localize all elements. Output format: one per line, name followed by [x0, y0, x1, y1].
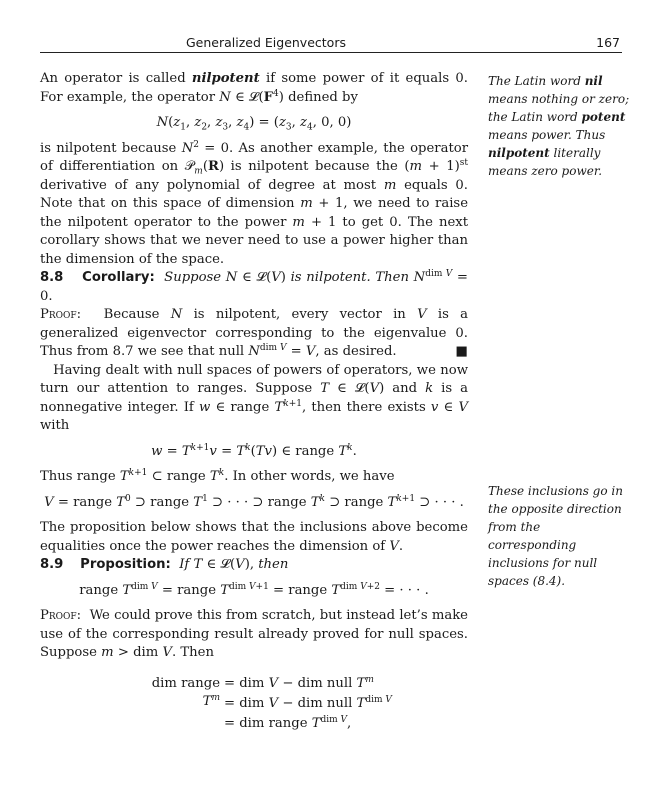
equation-stable-range: range $T^{dim V}$ = range $T^{dim V+1}$ = range $T^{dim V+2}$ = · · · .	[79, 581, 429, 598]
proof-label: Proof:	[40, 307, 82, 322]
main-text	[40, 70, 468, 735]
corollary-label: Corollary:	[82, 270, 155, 285]
proof-label-2: Proof:	[40, 608, 82, 623]
paragraph-nilpotent-examples: is nilpotent because $N^2 = 0$. As another example, the operator of differentiation on 𝒫$_m$(R) is nilpotent because the $(m + 1)^{st}$ derivative of any polynomial of degree at most m equals 0. Note that on this space of dimension m + 1, we need to raise the nilpotent operator to the power m + 1 to get 0. The next corollary shows that we never need to use a power higher than the dimension of the space.	[40, 139, 468, 267]
paragraph-ranges: Having dealt with null spaces of powers of operators, we now turn our attention to ranges. Suppose T ∈ 𝓛(V) and k is a nonnegative integer. If w ∈ range $T^{k+1}$, then there exists v ∈ V with	[40, 362, 468, 433]
equation-chain: V = range $T^0$ ⊃ range $T^1$ ⊃ · · · ⊃ range $T^k$ ⊃ range $T^{k+1}$ ⊃ · · · .	[44, 493, 464, 510]
corollary-8-8: 8.8 Corollary: Suppose N ∈ 𝓛(V) is nilpotent. Then $N^{dim V} = 0$.	[40, 269, 468, 304]
paragraph-equalities: The proposition below shows that the inclusions above become equalities once the power reaches the dimension of V.	[40, 520, 468, 554]
paragraph-inclusion: Thus range $T^{k+1}$ ⊂ range $T^k$. In other words, we have	[40, 468, 395, 484]
page-number: 167	[596, 35, 620, 50]
proposition-number: 8.9	[40, 557, 64, 572]
proof-corollary: Proof: Because N is nilpotent, every vector in V is a generalized eigenvector corresponding to the eigenvalue 0. Thus from 8.7 we see that null $N^{dim V} = V$, as desired. ■	[40, 306, 468, 362]
header-title: Generalized Eigenvectors	[186, 35, 346, 50]
corollary-number: 8.8	[40, 270, 64, 285]
running-header	[40, 34, 622, 53]
proposition-8-9: 8.9 Proposition: If T ∈ 𝓛(V), then	[40, 557, 289, 572]
aligned-equations: dim range $T^m$ = dim V − dim null $T^m$ = dim V − dim null $T^{dim V}$ = dim range $T^{dim V}$,	[151, 674, 392, 731]
margin-note-nilpotent: The Latin word nil means nothing or zero; the Latin word potent means power. Thus nilpotent literally means zero power.	[488, 74, 630, 178]
qed-square: ■	[455, 344, 468, 359]
equation-range: $w = T^{k+1}v = T^k(Tv)$ ∈ range $T^k$.	[151, 442, 357, 459]
proof-proposition: Proof: We could prove this from scratch, but instead let’s make use of the corresponding result already proved for null spaces. Suppose m > dim V. Then	[40, 608, 468, 660]
proposition-label: Proposition:	[80, 557, 171, 572]
margin-note-inclusions: These inclusions go in the opposite direction from the corresponding inclusions for null spaces (8.4).	[488, 484, 623, 588]
equation-shift: $N(z_1$, $z_2$, $z_3$, $z_4) = (z_3$, $z_4$, 0, 0)	[156, 115, 352, 133]
paragraph-nilpotent-def: An operator is called nilpotent if some power of it equals 0. For example, the operator N ∈ $𝓛(F^4)$ defined by	[40, 71, 468, 105]
